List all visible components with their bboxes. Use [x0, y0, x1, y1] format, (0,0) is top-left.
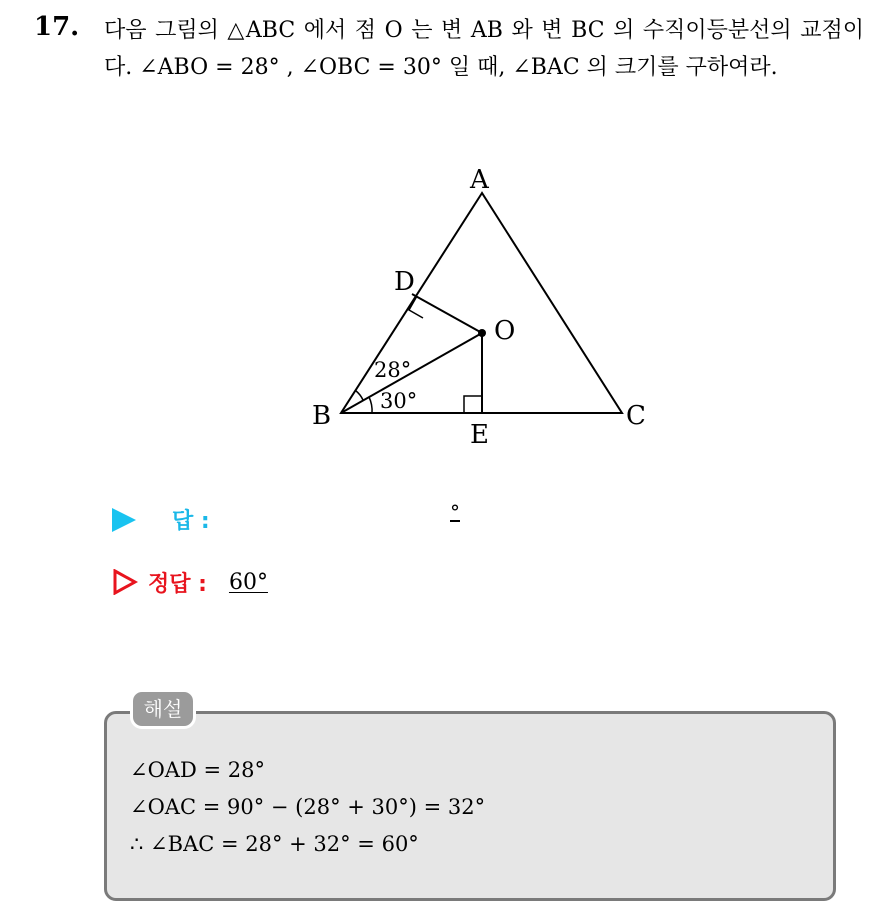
- answer-blank[interactable]: °: [450, 500, 460, 524]
- segment-od: [412, 294, 482, 333]
- label-a: A: [470, 165, 489, 195]
- answer-label: 답 :: [172, 509, 210, 534]
- label-e: E: [470, 420, 489, 450]
- label-angle-obc: 30°: [380, 389, 418, 413]
- question-number: 17.: [34, 12, 80, 42]
- right-angle-e: [464, 396, 482, 413]
- angle-arc-abo: [356, 391, 364, 401]
- solution-line-2: ∠OAC = 90° − (28° + 30°) = 32°: [130, 795, 486, 819]
- label-b: B: [312, 401, 332, 431]
- angle-arc-obc: [369, 397, 372, 413]
- solution-tab: 해설: [130, 689, 196, 729]
- solution-line-3: ∴ ∠BAC = 28° + 32° = 60°: [130, 832, 419, 856]
- play-triangle-icon: [112, 508, 136, 532]
- correct-answer-label: 정답 :: [148, 571, 207, 597]
- label-d: D: [394, 267, 415, 297]
- answer-row: [112, 500, 460, 540]
- solution-line-1: ∠OAD = 28°: [130, 758, 265, 782]
- question-text: 다음 그림의 △ABC 에서 점 O 는 변 AB 와 변 BC 의 수직이등분선의 교점이다. ∠ABO = 28° , ∠OBC = 30° 일 때, ∠BAC 의 크기를 구하여라.: [104, 18, 864, 80]
- correct-answer-row: [112, 562, 268, 602]
- label-angle-abo: 28°: [374, 358, 412, 382]
- point-o: [478, 329, 486, 337]
- correct-answer-value: 60°: [228, 569, 268, 595]
- solution-lines: [130, 752, 485, 863]
- outline-triangle-icon: [112, 569, 138, 595]
- label-c: C: [626, 401, 646, 431]
- label-o: O: [494, 316, 516, 346]
